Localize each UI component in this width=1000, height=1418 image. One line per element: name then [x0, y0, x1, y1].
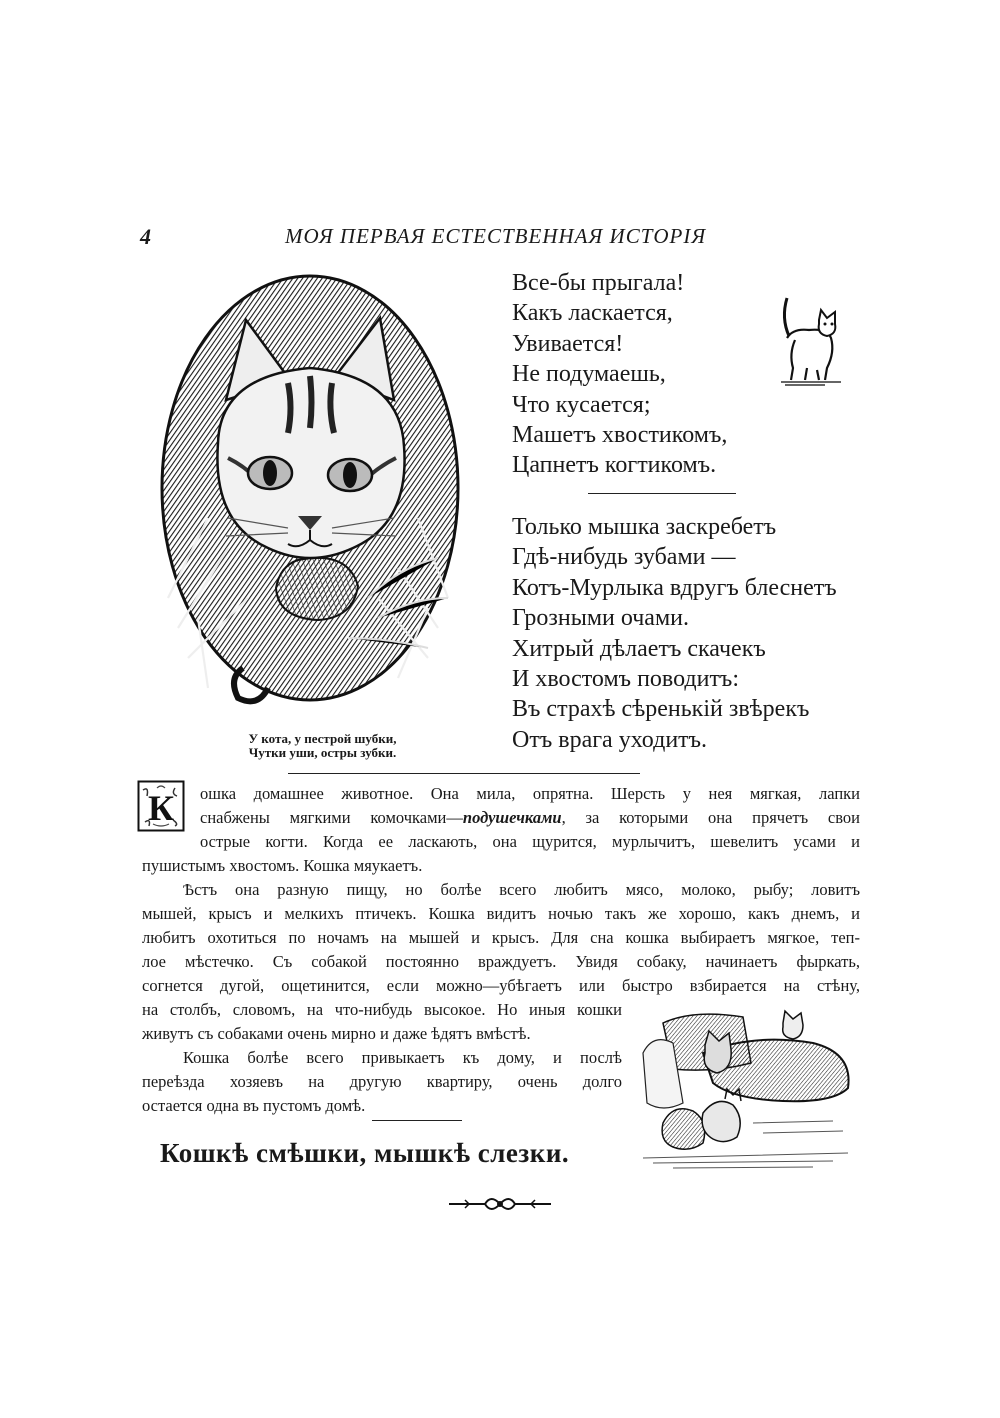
article-line-3: острые когти. Когда ее ласкають, она щурится, мурлычитъ, шевелитъ усами и [200, 832, 860, 851]
article-line-9: согнется дугой, ощетинится, если можно—убѣгаетъ или быстро взбирается на стѣну, [142, 976, 860, 995]
article-line-1: ошка домашнее животное. Она мила, опрятна. Шерсть у нея мягкая, лапки [200, 784, 860, 803]
poem-line: Какъ ласкается, [512, 300, 673, 327]
article-line-6: мышей, крысъ и мелкихъ птичекъ. Кошка видитъ ночью такъ же хорошо, какъ днемъ, и [142, 904, 860, 923]
caption-line-1: У кота, у пестрой шубки, [248, 731, 397, 746]
kitten-engraving-illustration [148, 268, 473, 733]
article-line-12: Кошка болѣе всего привыкаетъ къ дому, и послѣ [183, 1048, 622, 1067]
poem-line: И хвостомъ поводитъ: [512, 666, 740, 693]
drop-cap-ornamental-letter [137, 780, 185, 832]
poem-line: Гдѣ-нибудь зубами — [512, 544, 736, 571]
emphasized-word: подушечками [462, 808, 562, 827]
tailpiece-ornament [445, 1192, 555, 1216]
poem-line: Отъ врага уходитъ. [512, 726, 708, 753]
article-line-14: остается одна въ пустомъ домѣ. [142, 1096, 366, 1115]
article-line-7: любитъ охотиться по ночамъ на мышей и крысъ. Для сна кошка выбираетъ мягкое, теп- [142, 928, 860, 947]
cat-with-kittens-engraving [633, 1003, 858, 1173]
poem-line: Что кусается; [512, 391, 651, 418]
proverb: Кошкѣ смѣшки, мышкѣ слезки. [160, 1138, 570, 1168]
article-line-10: на столбъ, словомъ, на что-нибудь высокое. Но иныя кошки [142, 1000, 622, 1019]
section-divider [288, 773, 640, 774]
poem-stanza-2 [512, 512, 837, 755]
poem-line: Котъ-Мурлыка вдругъ блеснетъ [512, 574, 837, 601]
caption-line-2: Чутки уши, остры зубки. [248, 745, 397, 760]
illustration-caption [205, 732, 440, 760]
poem-line: Машетъ хвостикомъ, [512, 422, 728, 449]
article-line-5: Ѣстъ она разную пищу, но болѣе всего любитъ мясо, молоко, рыбу; ловитъ [183, 880, 860, 899]
drop-cap-letter: К [147, 788, 175, 828]
proverb-divider [372, 1120, 462, 1121]
poem-line: Цапнетъ когтикомъ. [512, 452, 717, 479]
page-number: 4 [140, 224, 151, 249]
poem-line: Въ страхѣ сѣренькій звѣрекъ [512, 696, 810, 723]
poem-line: Все-бы прыгала! [512, 270, 685, 296]
poem-line: Не подумаешь, [512, 361, 666, 388]
article-line-8: лое мѣстечко. Съ собакой постоянно враждуетъ. Увидя собаку, начинаетъ фыркать, [142, 952, 860, 971]
article-line-4: пушистымъ хвостомъ. Кошка мяукаетъ. [142, 856, 423, 875]
poem-line: Хитрый дѣлаетъ скачекъ [512, 635, 766, 662]
poem-divider [588, 493, 736, 494]
poem-line: Только мышка заскребетъ [512, 514, 777, 540]
small-cat-vignette [775, 288, 845, 388]
running-title: МОЯ ПЕРВАЯ ЕСТЕСТВЕННАЯ ИСТОРІЯ [285, 224, 707, 248]
article-line-2 [200, 806, 860, 830]
article-text: , за которыми она прячетъ свои [561, 808, 861, 827]
article-text: снабжены мягкими комочками— [200, 808, 463, 827]
article-line-11: живутъ съ собаками очень мирно и даже ѣдятъ вмѣстѣ. [142, 1024, 531, 1043]
poem-stanza-1 [512, 268, 727, 481]
article-line-13: переѣзда хозяевъ на другую квартиру, очень долго [142, 1072, 622, 1091]
poem-line: Увивается! [512, 330, 624, 357]
poem-line: Грозными очами. [512, 605, 689, 632]
